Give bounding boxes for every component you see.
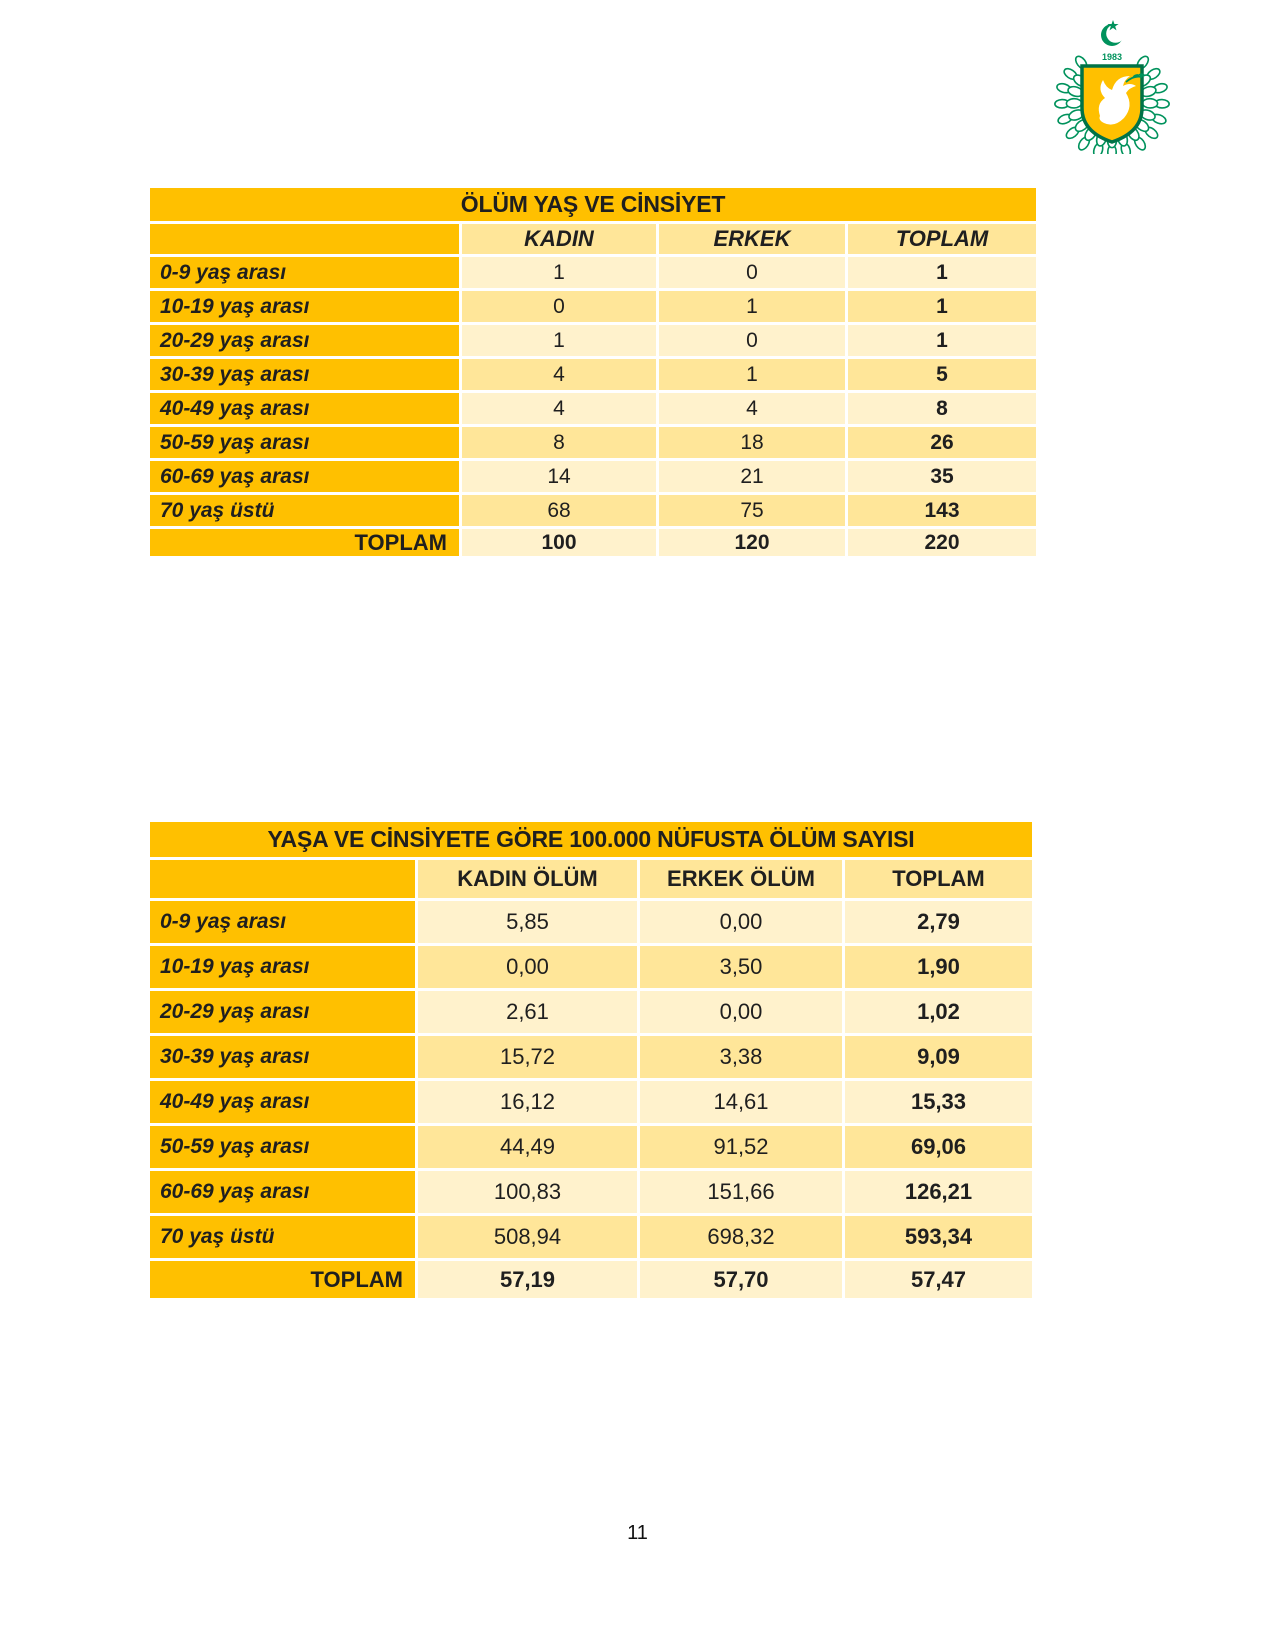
value-cell: 1 [659, 291, 845, 322]
row-label: 20-29 yaş arası [150, 991, 415, 1033]
row-label: 40-49 yaş arası [150, 393, 459, 424]
value-cell: 8 [462, 427, 656, 458]
row-label: 40-49 yaş arası [150, 1081, 415, 1123]
value-cell: 69,06 [845, 1126, 1032, 1168]
row-label: 30-39 yaş arası [150, 1036, 415, 1078]
row-label: 50-59 yaş arası [150, 427, 459, 458]
value-cell: 1 [462, 325, 656, 356]
trnc-coat-of-arms-logo [1050, 18, 1174, 154]
value-cell: 1 [462, 257, 656, 288]
crescent-star-icon [1101, 20, 1125, 46]
emblem-year: 1983 [1101, 52, 1123, 62]
value-cell: 1,02 [845, 991, 1032, 1033]
table1-col-kadin: KADIN [462, 224, 656, 254]
value-cell: 143 [848, 495, 1036, 526]
value-cell: 14,61 [640, 1081, 842, 1123]
value-cell: 0 [462, 291, 656, 322]
value-cell: 0 [659, 325, 845, 356]
value-cell: 0,00 [640, 901, 842, 943]
table1-col-toplam: TOPLAM [848, 224, 1036, 254]
value-cell: 126,21 [845, 1171, 1032, 1213]
value-cell: 4 [462, 359, 656, 390]
row-label: 60-69 yaş arası [150, 1171, 415, 1213]
value-cell: 44,49 [418, 1126, 637, 1168]
table1-title: ÖLÜM YAŞ VE CİNSİYET [150, 188, 1036, 221]
value-cell: 5,85 [418, 901, 637, 943]
table2-corner-cell [150, 860, 415, 898]
row-label: 70 yaş üstü [150, 1216, 415, 1258]
value-cell: 2,61 [418, 991, 637, 1033]
row-label: 50-59 yaş arası [150, 1126, 415, 1168]
value-cell: 26 [848, 427, 1036, 458]
page-number: 11 [627, 1522, 648, 1544]
value-cell: 698,32 [640, 1216, 842, 1258]
value-cell: 2,79 [845, 901, 1032, 943]
value-cell: 35 [848, 461, 1036, 492]
row-label: 30-39 yaş arası [150, 359, 459, 390]
value-cell: 508,94 [418, 1216, 637, 1258]
value-cell: 0,00 [418, 946, 637, 988]
value-cell: 0 [659, 257, 845, 288]
emblem-graphic [1050, 18, 1174, 154]
value-cell: 15,33 [845, 1081, 1032, 1123]
table1-col-erkek: ERKEK [659, 224, 845, 254]
value-cell: 151,66 [640, 1171, 842, 1213]
table2-col-kadin-olum: KADIN ÖLÜM [418, 860, 637, 898]
table1-corner-cell [150, 224, 459, 254]
value-cell: 3,50 [640, 946, 842, 988]
row-label: 10-19 yaş arası [150, 946, 415, 988]
table-deaths-by-age-gender [150, 188, 1036, 556]
table2-col-erkek-olum: ERKEK ÖLÜM [640, 860, 842, 898]
table2-title: YAŞA VE CİNSİYETE GÖRE 100.000 NÜFUSTA ÖLÜM SAYISI [150, 822, 1032, 857]
total-value-cell: 57,47 [845, 1261, 1032, 1298]
total-value-cell: 120 [659, 529, 845, 556]
value-cell: 5 [848, 359, 1036, 390]
value-cell: 100,83 [418, 1171, 637, 1213]
total-value-cell: 57,70 [640, 1261, 842, 1298]
row-label: 60-69 yaş arası [150, 461, 459, 492]
value-cell: 1 [848, 325, 1036, 356]
value-cell: 1 [659, 359, 845, 390]
value-cell: 4 [462, 393, 656, 424]
value-cell: 8 [848, 393, 1036, 424]
value-cell: 21 [659, 461, 845, 492]
value-cell: 9,09 [845, 1036, 1032, 1078]
value-cell: 593,34 [845, 1216, 1032, 1258]
value-cell: 16,12 [418, 1081, 637, 1123]
value-cell: 1 [848, 257, 1036, 288]
value-cell: 1,90 [845, 946, 1032, 988]
value-cell: 75 [659, 495, 845, 526]
value-cell: 68 [462, 495, 656, 526]
row-label: 20-29 yaş arası [150, 325, 459, 356]
total-row-label: TOPLAM [150, 1261, 415, 1298]
total-value-cell: 100 [462, 529, 656, 556]
value-cell: 3,38 [640, 1036, 842, 1078]
value-cell: 18 [659, 427, 845, 458]
total-value-cell: 220 [848, 529, 1036, 556]
value-cell: 1 [848, 291, 1036, 322]
row-label: 70 yaş üstü [150, 495, 459, 526]
row-label: 0-9 yaş arası [150, 257, 459, 288]
value-cell: 4 [659, 393, 845, 424]
value-cell: 14 [462, 461, 656, 492]
table2-col-toplam: TOPLAM [845, 860, 1032, 898]
total-value-cell: 57,19 [418, 1261, 637, 1298]
row-label: 0-9 yaş arası [150, 901, 415, 943]
total-row-label: TOPLAM [150, 529, 459, 556]
value-cell: 0,00 [640, 991, 842, 1033]
value-cell: 15,72 [418, 1036, 637, 1078]
table-death-rate-per-100000 [150, 822, 1032, 1298]
row-label: 10-19 yaş arası [150, 291, 459, 322]
value-cell: 91,52 [640, 1126, 842, 1168]
